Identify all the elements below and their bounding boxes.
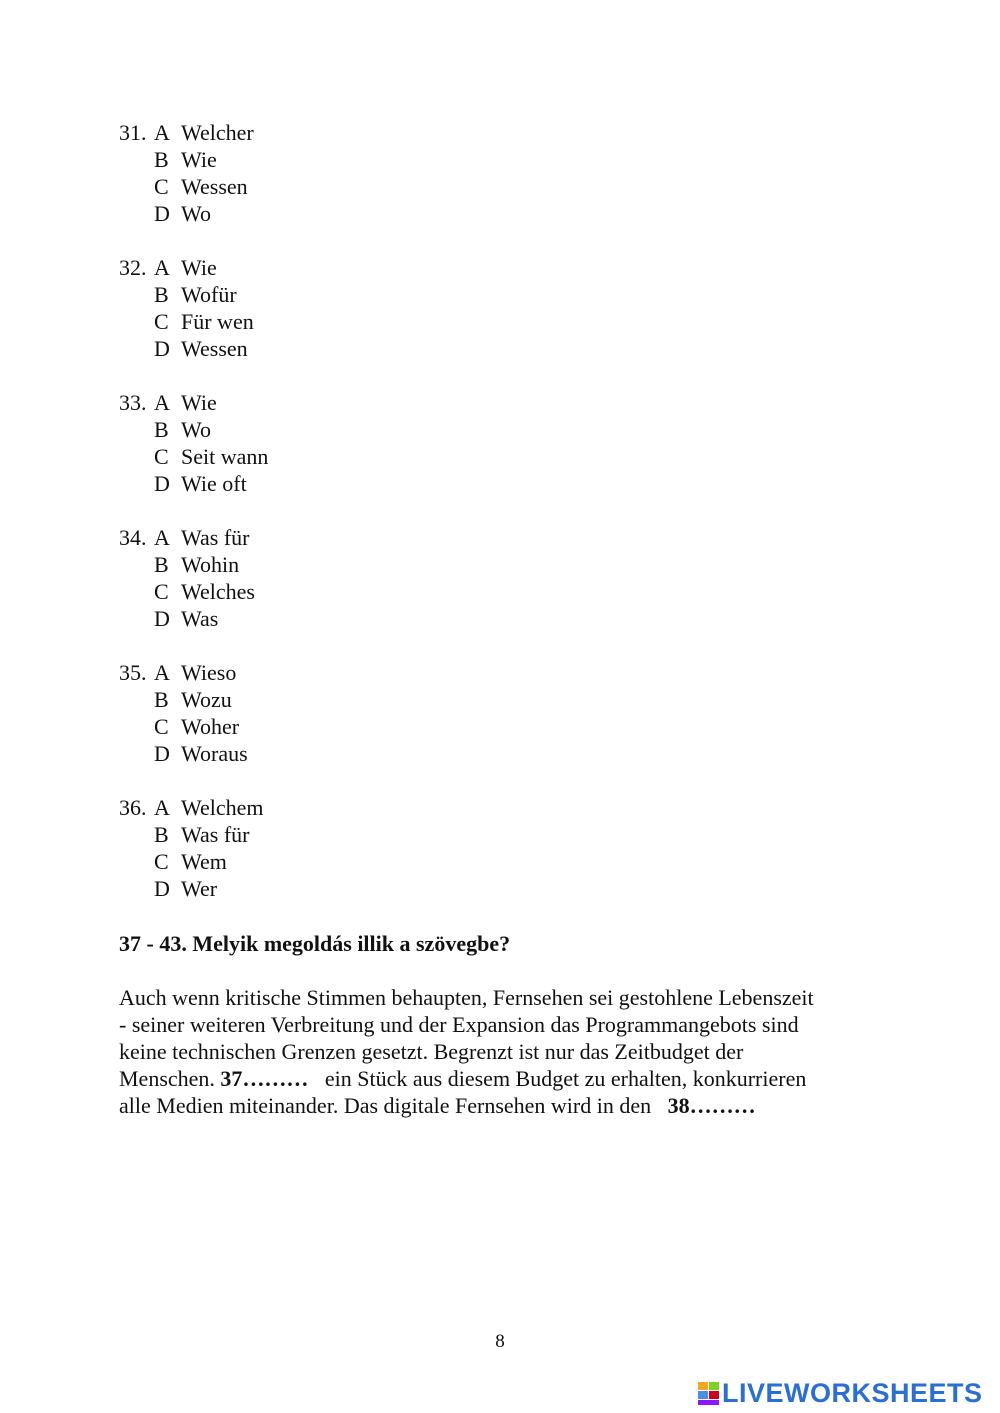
option-text: Woher xyxy=(181,714,240,739)
question-number: 34. xyxy=(119,525,147,550)
question-35 xyxy=(119,659,248,767)
option-letter: B xyxy=(154,417,169,442)
option-letter: B xyxy=(154,282,169,307)
paragraph-line: keine technischen Grenzen gesetzt. Begrenzt ist nur das Zeitbudget der xyxy=(119,1039,744,1064)
option-text: Welcher xyxy=(181,120,254,145)
question-36 xyxy=(119,794,264,902)
option-c xyxy=(119,173,254,200)
option-c xyxy=(119,443,268,470)
option-letter: C xyxy=(154,174,169,199)
option-b xyxy=(119,551,255,578)
option-letter: A xyxy=(154,525,170,550)
option-text: Welches xyxy=(181,579,255,604)
option-text: Wie xyxy=(181,147,217,172)
option-letter: D xyxy=(154,471,170,496)
option-letter: A xyxy=(154,660,170,685)
option-letter: B xyxy=(154,822,169,847)
brand-name: LIVEWORKSHEETS xyxy=(722,1378,983,1408)
paragraph-line: - seiner weiteren Verbreitung und der Expansion das Programmangebots sind xyxy=(119,1012,799,1037)
option-letter: D xyxy=(154,606,170,631)
question-number: 32. xyxy=(119,255,147,280)
option-letter: C xyxy=(154,309,169,334)
line-text: ein Stück aus diesem Budget zu erhalten, konkurrieren xyxy=(308,1066,807,1091)
option-letter: A xyxy=(154,255,170,280)
option-a xyxy=(119,659,248,686)
option-text: Wer xyxy=(181,876,218,901)
option-letter: C xyxy=(154,714,169,739)
question-34 xyxy=(119,524,255,632)
option-d xyxy=(119,200,254,227)
option-text: Was für xyxy=(181,822,250,847)
question-number: 35. xyxy=(119,660,147,685)
option-d xyxy=(119,335,254,362)
question-32 xyxy=(119,254,254,362)
option-text: Wessen xyxy=(181,174,248,199)
option-letter: B xyxy=(154,147,169,172)
option-text: Wieso xyxy=(181,660,237,685)
cloze-paragraph xyxy=(119,984,814,1119)
line-text: alle Medien miteinander. Das digitale Fernsehen wird in den xyxy=(119,1093,668,1118)
option-letter: C xyxy=(154,849,169,874)
gap-37[interactable]: 37……… xyxy=(220,1066,309,1091)
liveworksheets-logo[interactable] xyxy=(698,1378,983,1408)
option-text: Seit wann xyxy=(181,444,269,469)
option-text: Welchem xyxy=(181,795,264,820)
section-heading: 37 - 43. Melyik megoldás illik a szövegbe? xyxy=(119,931,511,956)
option-text: Woraus xyxy=(181,741,248,766)
option-letter: B xyxy=(154,552,169,577)
option-text: Wie xyxy=(181,390,217,415)
option-text: Für wen xyxy=(181,309,254,334)
option-d xyxy=(119,605,255,632)
paragraph-line xyxy=(119,1065,814,1092)
option-letter: D xyxy=(154,741,170,766)
option-c xyxy=(119,848,264,875)
option-b xyxy=(119,146,254,173)
option-letter: D xyxy=(154,876,170,901)
option-c xyxy=(119,308,254,335)
option-letter: A xyxy=(154,120,170,145)
option-letter: C xyxy=(154,579,169,604)
option-b xyxy=(119,281,254,308)
option-c xyxy=(119,578,255,605)
option-a xyxy=(119,389,268,416)
option-a xyxy=(119,524,255,551)
option-a xyxy=(119,254,254,281)
question-number: 36. xyxy=(119,795,147,820)
option-text: Wessen xyxy=(181,336,248,361)
option-d xyxy=(119,875,264,902)
question-number: 33. xyxy=(119,390,147,415)
option-text: Was für xyxy=(181,525,250,550)
liveworksheets-icon xyxy=(698,1380,720,1406)
option-text: Wohin xyxy=(181,552,240,577)
question-number: 31. xyxy=(119,120,147,145)
option-text: Wofür xyxy=(181,282,237,307)
option-text: Wo xyxy=(181,417,212,442)
option-text: Wie oft xyxy=(181,471,247,496)
option-text: Wie xyxy=(181,255,217,280)
option-text: Wem xyxy=(181,849,227,874)
option-b xyxy=(119,686,248,713)
option-text: Wo xyxy=(181,201,212,226)
option-letter: D xyxy=(154,201,170,226)
option-text: Was xyxy=(181,606,219,631)
option-text: Wozu xyxy=(181,687,232,712)
question-33 xyxy=(119,389,268,497)
option-letter: D xyxy=(154,336,170,361)
option-a xyxy=(119,119,254,146)
option-b xyxy=(119,416,268,443)
gap-38[interactable]: 38……… xyxy=(667,1093,756,1118)
paragraph-line: Auch wenn kritische Stimmen behaupten, Fernsehen sei gestohlene Lebenszeit xyxy=(119,985,814,1010)
paragraph-line xyxy=(119,1092,814,1119)
option-letter: A xyxy=(154,795,170,820)
option-c xyxy=(119,713,248,740)
option-d xyxy=(119,740,248,767)
question-31 xyxy=(119,119,254,227)
option-letter: B xyxy=(154,687,169,712)
option-b xyxy=(119,821,264,848)
page-number: 8 xyxy=(495,1331,505,1352)
line-text: Menschen. xyxy=(119,1066,221,1091)
option-a xyxy=(119,794,264,821)
option-letter: C xyxy=(154,444,169,469)
option-d xyxy=(119,470,268,497)
option-letter: A xyxy=(154,390,170,415)
